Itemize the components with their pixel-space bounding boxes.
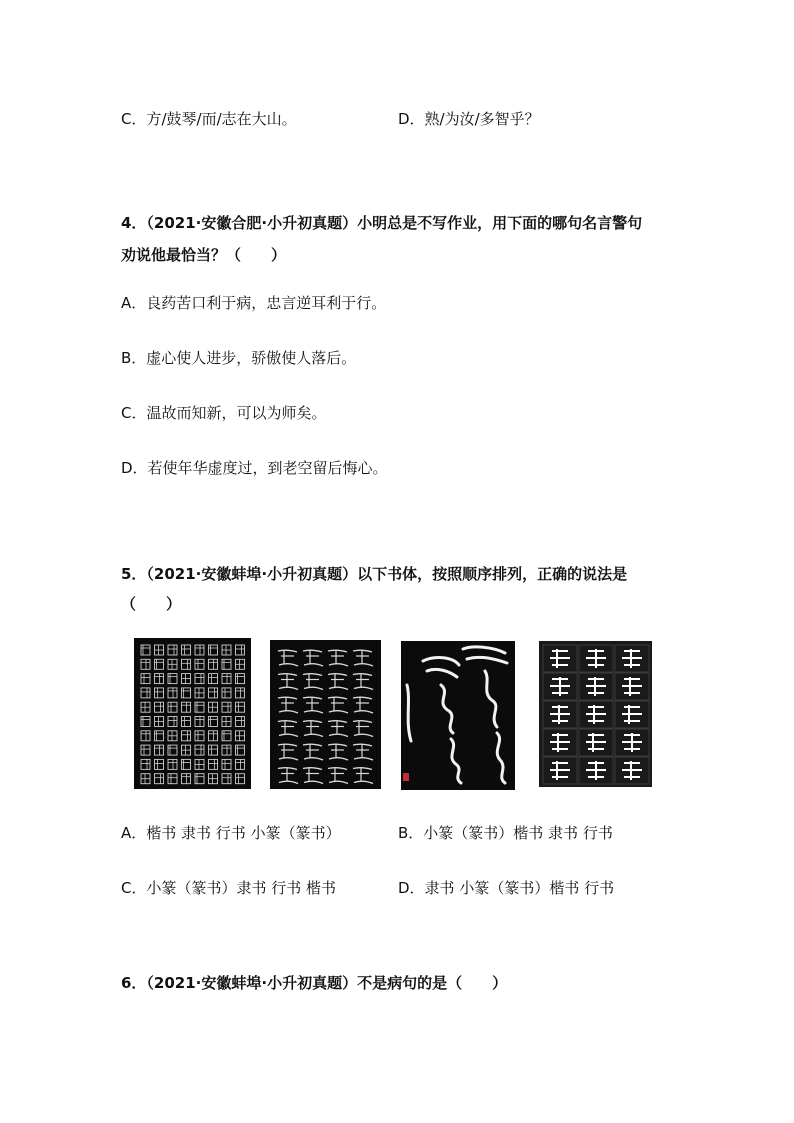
seal-glyph <box>236 688 245 698</box>
clerical-glyph <box>353 697 373 713</box>
seal-glyph <box>141 759 150 769</box>
seal-glyph <box>222 745 231 755</box>
seal-script-image <box>134 638 251 789</box>
clerical-glyph <box>328 721 348 737</box>
clerical-glyph <box>353 721 373 737</box>
clerical-glyph <box>278 697 298 713</box>
seal-glyph <box>222 717 231 727</box>
q5-option-c: C．小篆（篆书）隶书 行书 楷书 <box>121 879 337 897</box>
seal-glyph <box>155 745 164 755</box>
q3-option-d: D．熟/为汝/多智乎？ <box>398 110 540 128</box>
clerical-glyph <box>353 650 373 666</box>
seal-glyph <box>182 702 191 712</box>
q5-option-d: D．隶书 小篆（篆书）楷书 行书 <box>398 879 615 897</box>
clerical-glyph <box>328 768 348 784</box>
seal-glyph <box>141 702 150 712</box>
regular-glyph <box>622 677 642 696</box>
regular-glyph <box>550 761 570 780</box>
q5-option-a: A．楷书 隶书 行书 小篆（篆书） <box>121 824 341 842</box>
seal-glyph <box>222 759 231 769</box>
seal-glyph <box>195 702 204 712</box>
seal-glyph <box>182 674 191 684</box>
clerical-glyph <box>303 650 323 666</box>
seal-glyph <box>195 674 204 684</box>
seal-stamp-icon <box>403 773 409 781</box>
seal-glyph <box>155 674 164 684</box>
q3-option-c: C．方/鼓琴/而/志在大山。 <box>121 110 297 128</box>
regular-glyph <box>550 649 570 668</box>
regular-glyph <box>622 761 642 780</box>
seal-glyph <box>236 645 245 655</box>
q4-stem-line2: 劝说他最恰当？（ ） <box>121 246 287 264</box>
clerical-glyph <box>278 744 298 760</box>
seal-glyph <box>222 774 231 784</box>
seal-glyph <box>195 688 204 698</box>
seal-glyph <box>236 659 245 669</box>
clerical-glyph <box>303 697 323 713</box>
seal-glyph <box>209 688 218 698</box>
seal-glyph <box>155 645 164 655</box>
seal-glyph <box>182 759 191 769</box>
clerical-glyph <box>328 697 348 713</box>
seal-glyph <box>168 674 177 684</box>
regular-glyph <box>586 733 606 752</box>
seal-glyph <box>141 774 150 784</box>
seal-glyph <box>209 645 218 655</box>
seal-glyph <box>168 659 177 669</box>
seal-glyph <box>182 731 191 741</box>
seal-glyph <box>141 674 150 684</box>
regular-glyph <box>586 761 606 780</box>
seal-glyph <box>168 645 177 655</box>
seal-glyph <box>222 659 231 669</box>
q4-option-c: C．温故而知新，可以为师矣。 <box>121 404 327 422</box>
clerical-glyph <box>303 744 323 760</box>
clerical-glyph <box>303 768 323 784</box>
seal-glyph <box>182 745 191 755</box>
seal-glyph <box>182 645 191 655</box>
seal-glyph <box>155 731 164 741</box>
clerical-glyph <box>328 744 348 760</box>
seal-glyph <box>195 731 204 741</box>
seal-glyph <box>209 759 218 769</box>
q5-stem-line2: （ ） <box>121 595 182 613</box>
regular-glyph <box>586 705 606 724</box>
regular-glyph <box>622 649 642 668</box>
regular-glyph <box>586 677 606 696</box>
seal-glyph <box>155 659 164 669</box>
seal-glyph <box>222 731 231 741</box>
seal-glyph <box>168 731 177 741</box>
seal-glyph <box>168 774 177 784</box>
seal-glyph <box>195 717 204 727</box>
q5-option-b: B．小篆（篆书）楷书 隶书 行书 <box>398 824 613 842</box>
seal-glyph <box>209 774 218 784</box>
clerical-glyph <box>278 768 298 784</box>
seal-glyph <box>182 688 191 698</box>
seal-glyph <box>222 702 231 712</box>
seal-glyph <box>195 645 204 655</box>
seal-glyph <box>209 674 218 684</box>
q4-stem-line1: 4．（2021·安徽合肥·小升初真题）小明总是不写作业，用下面的哪句名言警句 <box>121 214 643 232</box>
seal-glyph <box>141 645 150 655</box>
regular-glyph <box>622 705 642 724</box>
seal-glyph <box>236 731 245 741</box>
seal-glyph <box>141 745 150 755</box>
seal-glyph <box>209 659 218 669</box>
clerical-glyph <box>353 674 373 690</box>
q4-option-b: B．虚心使人进步，骄傲使人落后。 <box>121 349 357 367</box>
seal-glyph <box>236 717 245 727</box>
seal-glyph <box>182 774 191 784</box>
regular-glyph <box>586 649 606 668</box>
seal-glyph <box>168 717 177 727</box>
clerical-glyph <box>278 650 298 666</box>
seal-glyph <box>222 645 231 655</box>
regular-script-image <box>539 641 652 787</box>
seal-glyph <box>155 774 164 784</box>
clerical-glyph <box>303 721 323 737</box>
clerical-glyph <box>353 744 373 760</box>
q4-option-a: A．良药苦口利于病，忠言逆耳利于行。 <box>121 294 387 312</box>
clerical-script-image <box>270 640 381 789</box>
seal-glyph <box>168 702 177 712</box>
seal-glyph <box>236 759 245 769</box>
regular-glyph <box>550 705 570 724</box>
running-script-image <box>401 641 515 790</box>
running-stroke <box>407 685 411 741</box>
seal-glyph <box>155 702 164 712</box>
running-stroke <box>441 685 453 733</box>
clerical-glyph <box>353 768 373 784</box>
seal-glyph <box>155 759 164 769</box>
regular-glyph <box>550 733 570 752</box>
regular-glyph <box>622 733 642 752</box>
seal-glyph <box>141 688 150 698</box>
running-stroke <box>463 647 507 663</box>
running-stroke <box>497 733 505 783</box>
q5-stem-line1: 5．（2021·安徽蚌埠·小升初真题）以下书体，按照顺序排列，正确的说法是 <box>121 565 628 583</box>
seal-glyph <box>236 674 245 684</box>
seal-glyph <box>195 759 204 769</box>
clerical-glyph <box>303 674 323 690</box>
seal-glyph <box>155 688 164 698</box>
seal-glyph <box>195 774 204 784</box>
seal-glyph <box>182 659 191 669</box>
seal-glyph <box>222 688 231 698</box>
running-stroke <box>485 671 497 727</box>
clerical-glyph <box>278 721 298 737</box>
running-stroke <box>423 658 459 677</box>
seal-glyph <box>222 674 231 684</box>
seal-glyph <box>155 717 164 727</box>
regular-glyph <box>550 677 570 696</box>
seal-glyph <box>168 759 177 769</box>
seal-glyph <box>195 659 204 669</box>
seal-glyph <box>209 745 218 755</box>
clerical-glyph <box>278 674 298 690</box>
seal-glyph <box>168 688 177 698</box>
clerical-glyph <box>328 674 348 690</box>
q6-stem: 6．（2021·安徽蚌埠·小升初真题）不是病句的是（ ） <box>121 974 508 992</box>
seal-glyph <box>141 717 150 727</box>
seal-glyph <box>236 774 245 784</box>
seal-glyph <box>168 745 177 755</box>
seal-glyph <box>141 659 150 669</box>
running-stroke <box>451 739 461 783</box>
seal-glyph <box>236 745 245 755</box>
seal-glyph <box>195 745 204 755</box>
seal-glyph <box>209 702 218 712</box>
q4-option-d: D．若使年华虚度过，到老空留后悔心。 <box>121 459 388 477</box>
seal-glyph <box>209 731 218 741</box>
seal-glyph <box>209 717 218 727</box>
clerical-glyph <box>328 650 348 666</box>
seal-glyph <box>141 731 150 741</box>
seal-glyph <box>236 702 245 712</box>
seal-glyph <box>182 717 191 727</box>
